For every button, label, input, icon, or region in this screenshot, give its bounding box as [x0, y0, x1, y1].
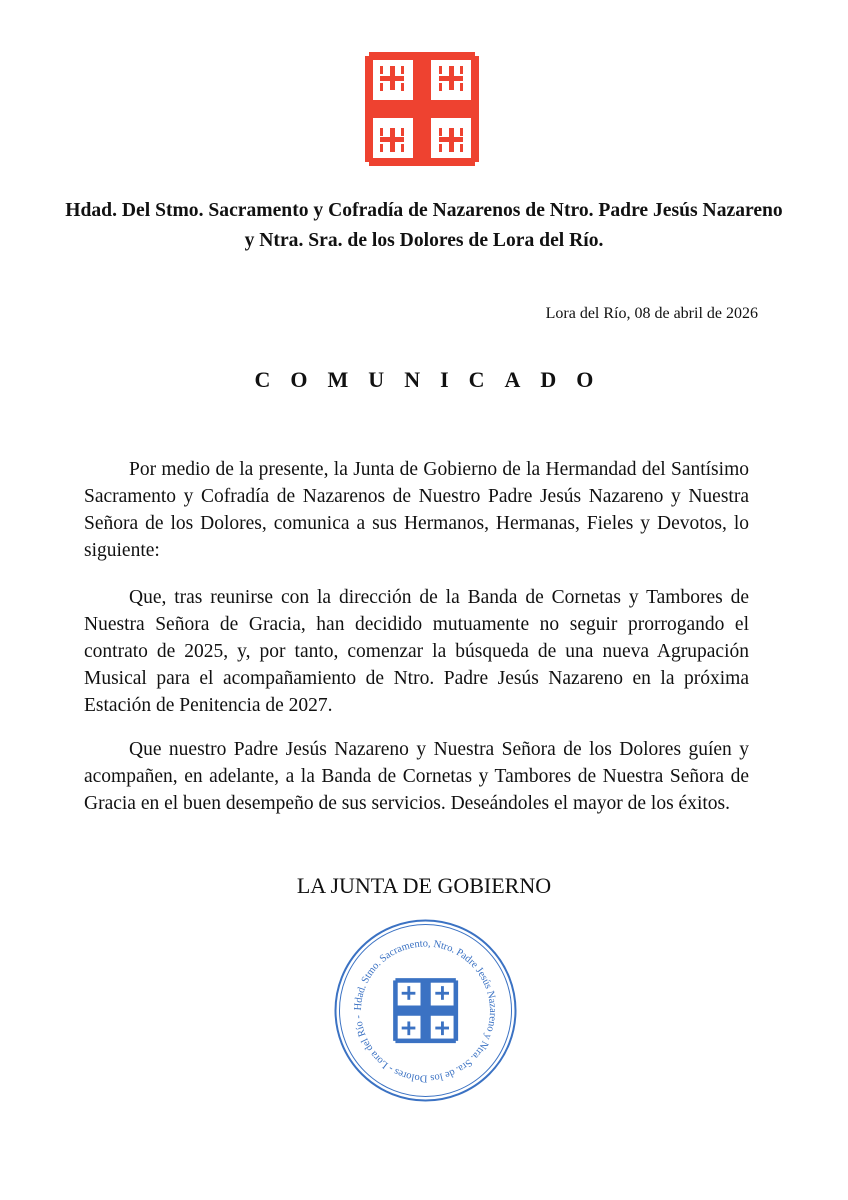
brotherhood-seal-icon — [333, 918, 518, 1103]
page-title: COMUNICADO — [254, 367, 614, 392]
seal-text: Hdad. Stmo. Sacramento, Ntro. Padre Jesús Nazareno y Ntra. Sra. de los Dolores - Lora del Río - — [352, 938, 499, 1084]
body-paragraph-3: Que nuestro Padre Jesús Nazareno y Nuestra Señora de los Dolores guíen y acompañen, en adelante, a la Banda de Cornetas y Tambores de Nuestra Señora de Gracia en el buen desempeño de sus servicios. Deseándoles el mayor de los éxitos. — [84, 739, 749, 814]
document-date: Lora del Río, 08 de abril de 2026 — [545, 305, 758, 322]
brotherhood-title: Hdad. Del Stmo. Sacramento y Cofradía de Nazarenos de Ntro. Padre Jesús Nazareno y Ntra. Sra. de los Dolores de Lora del Río. — [65, 200, 783, 251]
jerusalem-cross-icon — [363, 50, 481, 168]
body-paragraph-1: Por medio de la presente, la Junta de Gobierno de la Hermandad del Santísimo Sacramento y Cofradía de Nazarenos de Nuestro Padre Jesús Nazareno y Nuestra Señora de los Dolores, comunica a sus Hermanos, Hermanas, Fieles y Devotos, lo siguiente: — [84, 459, 749, 561]
body-paragraph-2: Que, tras reunirse con la dirección de la Banda de Cornetas y Tambores de Nuestra Señora de Gracia, han decidido mutuamente no seguir prorrogando el contrato de 2025, y, por tanto, comenzar la búsqueda de una nueva Agrupación Musical para el acompañamiento de Ntro. Padre Jesús Nazareno en la próxima Estación de Penitencia de 2027. — [84, 587, 749, 716]
signature-line: LA JUNTA DE GOBIERNO — [296, 873, 552, 898]
